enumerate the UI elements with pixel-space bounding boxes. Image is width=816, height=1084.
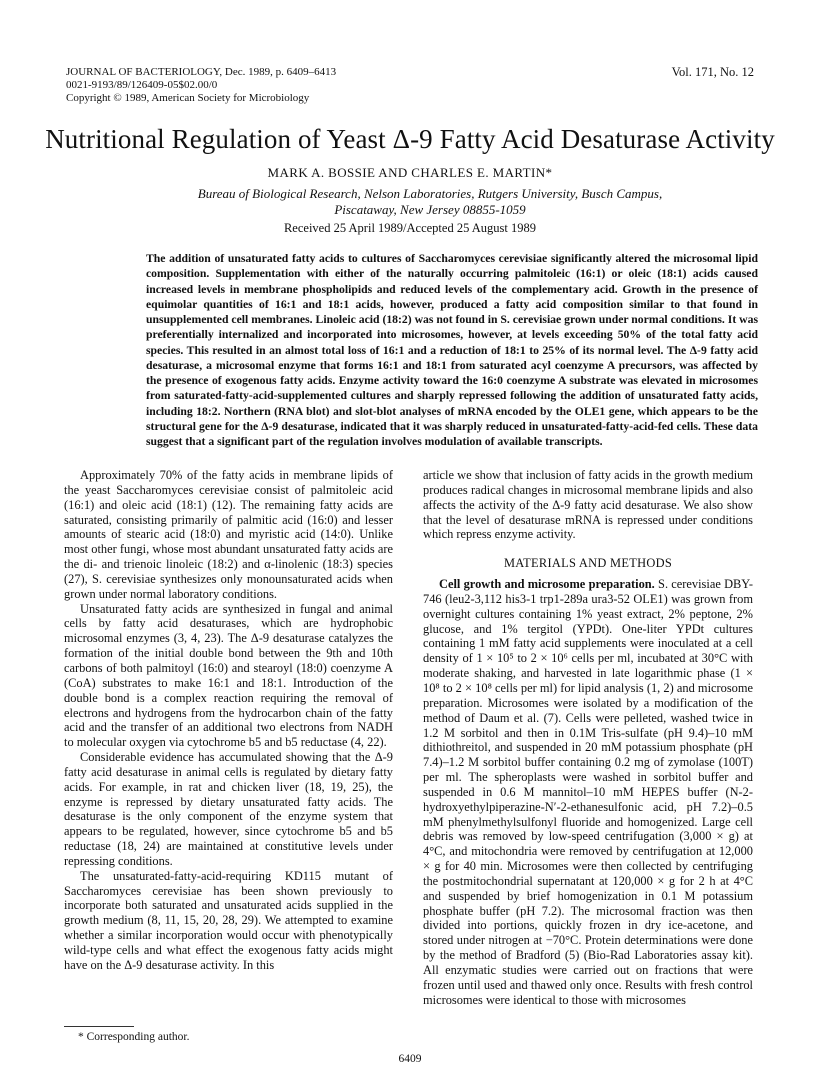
authors: MARK A. BOSSIE AND CHARLES E. MARTIN*	[267, 165, 553, 180]
footnote: * Corresponding author.	[78, 1031, 190, 1043]
issn-code-line: 0021-9193/89/126409-05$02.00/0	[66, 79, 218, 91]
abstract: The addition of unsaturated fatty acids to cultures of Saccharomyces cerevisiae significantly altered the microsomal lipid composition. Supplementation with either of the naturally occurring palmitoleic (16:1) or oleic (18:1) acids caused increased levels in membrane phospholipids and reduced levels of the complementary acid. Growth in the presence of equimolar quantities of 16:1 and 18:1 acids, however, produced a fatty acid composition similar to that found in unsupplemented cell membranes. Linoleic acid (18:2) was not found in S. cerevisiae grown under normal conditions. It was preferentially internalized and incorporated into microsomes, however, at levels exceeding 50% of the total fatty acid species. This resulted in an almost total loss of 16:1 and a reduction of 18:1 to 25% of its normal level. The Δ-9 fatty acid desaturase, a microsomal enzyme that forms 16:1 and 18:1 from saturated acyl coenzyme A precursors, was affected by the presence of exogenous fatty acids. Enzyme activity toward the 16:0 coenzyme A substrate was elevated in microsomes from saturated-fatty-acid-supplemented cultures and sharply repressed following the addition of unsaturated fatty acids, including 18:2. Northern (RNA blot) and slot-blot analyses of mRNA encoded by the OLE1 gene, which appears to be the structural gene for the Δ-9 desaturase, indicated that it was sharply reduced in unsaturated-fatty-acid-fed cells. These data suggest that a significant part of the regulation involves modulation of available transcripts.	[146, 252, 758, 448]
intro-paragraph-3: Considerable evidence has accumulated showing that the Δ-9 fatty acid desaturase in animal cells is regulated by dietary fatty acids. For example, in rat and chicken liver (18, 19, 25), the enzyme is repressed by dietary unsaturated fatty acids. The desaturase is the only component of the enzyme system that appears to be regulated, however, since cytochrome b5 and b5 reductase (18, 24) are maintained at constitutive levels under repressing conditions.	[64, 750, 393, 868]
received-dates: Received 25 April 1989/Accepted 25 August 1989	[283, 221, 537, 235]
intro-paragraph-4: The unsaturated-fatty-acid-requiring KD115 mutant of Saccharomyces cerevisiae has been shown previously to incorporate both saturated and unsaturated acids supplied in the growth medium (8, 11, 15, 20, 28, 29). We attempted to examine whether a similar incorporation would occur with phenotypically wild-type cells and what effect the exogenous fatty acids might have on the Δ-9 desaturase activity. In this	[64, 868, 393, 972]
intro-paragraph-1: Approximately 70% of the fatty acids in membrane lipids of the yeast Saccharomyces cerevisiae consist of palmitoleic acid (16:1) and oleic acid (18:1) (12). The remaining fatty acids are saturated, consisting primarily of palmitic acid (16:0) and lesser amounts of stearic acid (18:0) and myristic acid (14:0). Unlike most other fungi, whose most abundant unsaturated fatty acids are the di- and trienoic linoleic (18:2) and α-linolenic (18:3) species (27), S. cerevisiae synthesizes only monounsaturated acids when grown under normal laboratory conditions.	[64, 468, 393, 601]
footnote-divider	[64, 1026, 134, 1027]
right-column	[423, 468, 753, 1008]
section-heading-methods: MATERIALS AND METHODS	[503, 556, 673, 571]
intro-paragraph-continued: article we show that inclusion of fatty acids in the growth medium produces radical changes in microsomal membrane lipids and also affects the activity of the Δ-9 fatty acid desaturase. We also show that the level of desaturase mRNA is repressed under conditions which repress enzyme activity.	[423, 468, 753, 542]
affiliation	[150, 186, 710, 218]
methods-run-head: Cell growth and microsome preparation.	[439, 577, 655, 592]
volume-label: Vol. 171, No. 12	[671, 65, 754, 79]
left-column	[64, 468, 393, 973]
methods-text: S. cerevisiae DBY-746 (leu2-3,112 his3-1 trp1-289a ura3-52 OLE1) was grown from overnight cultures containing 1% yeast extract, 2% peptone, 2% glucose, and 1% tergitol (YPDt). One-liter YPDt cultures containing 1 mM fatty acid supplements were inoculated at a cell density of 1 × 10⁵ to 2 × 10⁶ cells per ml, incubated at 30°C with moderate shaking, and harvested in late logarithmic phase (1 × 10⁸ to 2 × 10⁸ cells per ml) for lipid analysis (1, 2) and microsome preparation. Microsomes were isolated by a modification of the method of Daum et al. (7). Cells were pelleted, washed twice in 1.2 M sorbitol and then in 0.1M Tris-sulfate (pH 9.4)–10 mM dithiothreitol, and suspended in 20 mM potassium phosphate (pH 7.4)–1.2 M sorbitol buffer containing 0.2 mg of zymolase (100T) per ml. The spheroplasts were washed in sorbitol buffer and suspended in 0.6 M mannitol–10 mM HEPES buffer (N-2-hydroxyethylpiperazine-N′-2-ethanesulfonic acid, pH 7.2)–0.5 mM phenylmethylsulfonyl fluoride and homogenized. Large cell debris was removed by low-speed centrifugation (3,000 × g) at 4°C, and mitochondria were removed by centrifugation at 12,000 × g for 40 min. Microsomes were then collected by centrifuging the postmitochondrial supernatant at 120,000 × g for 2 h at 4°C and suspended by brief homogenization in 0.1 M potassium phosphate buffer (pH 7.2). The microsomal fraction was then divided into portions, quickly frozen in dry ice-acetone, and stored under nitrogen at −70°C. Protein determinations were done by the method of Bradford (5) (Bio-Rad Laboratories assay kit). All enzymatic studies were carried out on fractions that were frozen until used and thawed only once. Results with fresh control microsomes were identical to those with microsomes	[423, 577, 753, 1007]
affiliation-line-2: Piscataway, New Jersey 08855-1059	[334, 202, 526, 217]
journal-line: JOURNAL OF BACTERIOLOGY, Dec. 1989, p. 6409–6413	[66, 66, 337, 78]
intro-paragraph-2: Unsaturated fatty acids are synthesized in fungal and animal cells by fatty acid desaturases, which are hydrophobic microsomal enzymes (3, 4, 23). The Δ-9 desaturase catalyzes the formation of the initial double bond between the 9th and 10th carbons of both palmitoyl (16:0) and stearoyl (18:0) coenzyme A (CoA) substrates to make 16:1 and 18:1. Introduction of the double bond is a complex reaction requiring the removal of electrons and hydrogens from the hydrocarbon chain of the fatty acid and the transfer of an additional two electrons from NADH to molecular oxygen via cytochrome b5 and b5 reductase (4, 22).	[64, 601, 393, 750]
copyright-line: Copyright © 1989, American Society for Microbiology	[66, 92, 310, 104]
article-title: Nutritional Regulation of Yeast Δ-9 Fatty Acid Desaturase Activity	[45, 124, 775, 154]
journal-header	[66, 66, 486, 105]
affiliation-line-1: Bureau of Biological Research, Nelson Laboratories, Rutgers University, Busch Campus,	[197, 186, 663, 201]
page-number: 6409	[398, 1053, 422, 1065]
methods-paragraph	[423, 577, 753, 1007]
